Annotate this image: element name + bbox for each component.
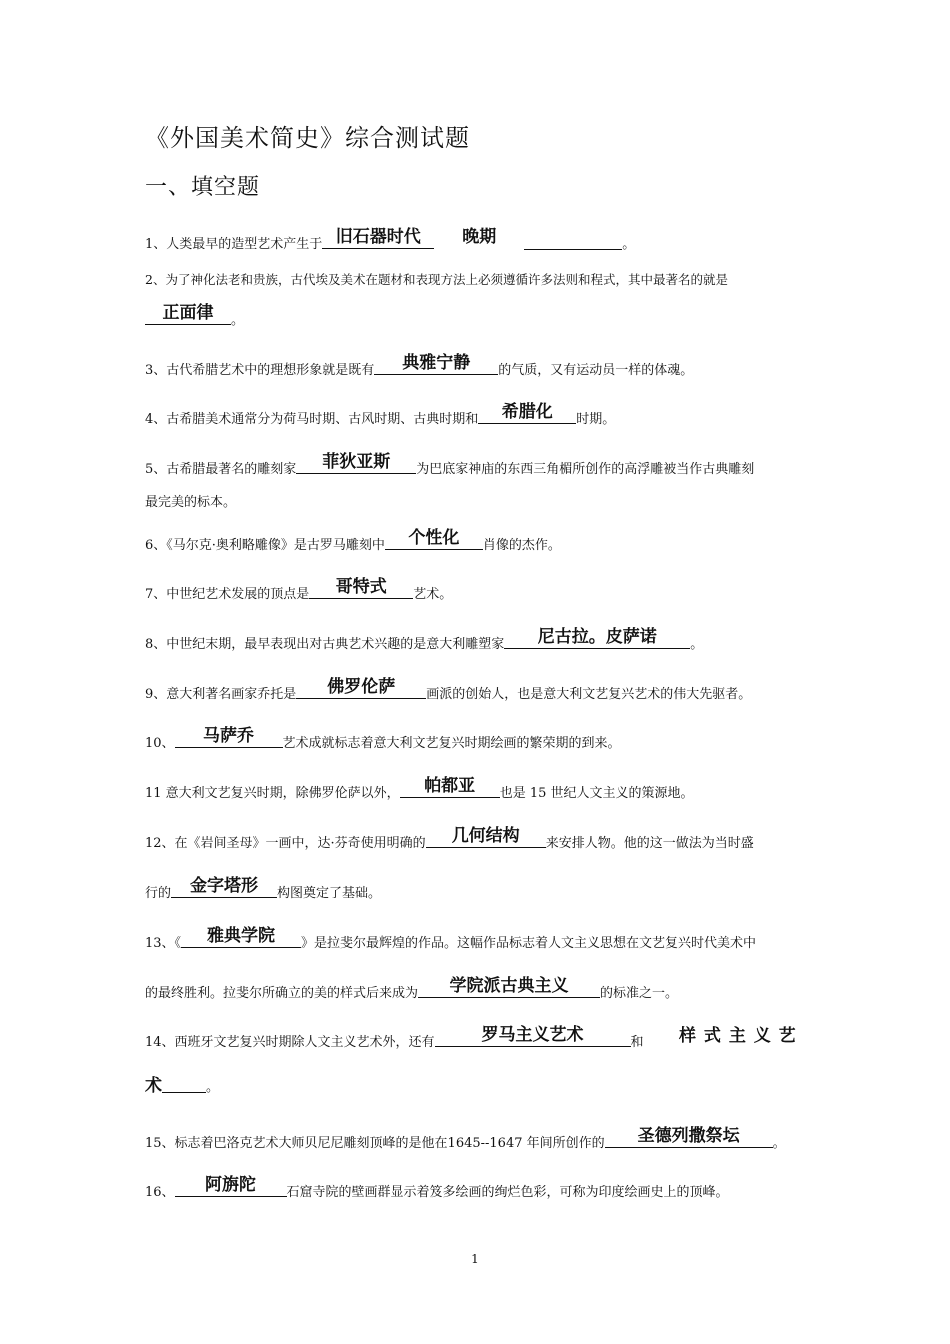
question-15: 15、标志着巴洛克艺术大师贝尼尼雕刻顶峰的是他在1645--1647 年间所创作的 圣德列撒祭坛 。	[145, 1126, 786, 1151]
q13-answer-2: 学院派古典主义	[418, 979, 600, 998]
question-9: 9、意大利著名画家乔托是 佛罗伦萨 画派的创始人，也是意大利文艺复兴艺术的伟大先驱者。	[145, 677, 752, 702]
question-1: 1、人类最早的造型艺术产生于 旧石器时代 晚期 。	[145, 227, 636, 252]
q13-answer: 雅典学院	[181, 929, 301, 948]
question-14-cont: 术 。	[145, 1076, 220, 1096]
question-7: 7、中世纪艺术发展的顶点是 哥特式 艺术。	[145, 577, 453, 602]
q5-answer: 菲狄亚斯	[296, 455, 416, 474]
question-13: 13、《 雅典学院 》是拉斐尔最辉煌的作品。这幅作品标志着人文主义思想在文艺复兴时代美术中	[145, 926, 757, 951]
question-2-cont: 正面律 。	[145, 310, 810, 331]
question-4: 4、古希腊美术通常分为荷马时期、古风时期、古典时期和 希腊化 时期。	[145, 402, 616, 427]
q10-answer: 马萨乔	[175, 729, 283, 748]
q14-answer: 罗马主义艺术	[435, 1028, 631, 1047]
q14-answer-2-cont: 术	[145, 1076, 162, 1096]
q12-answer-2: 金字塔形	[171, 879, 277, 898]
question-12-cont: 行的 金字塔形 构图奠定了基础。	[145, 876, 382, 901]
q14-blank	[162, 1078, 206, 1093]
q15-answer: 圣德列撒祭坛	[605, 1129, 773, 1148]
q4-answer: 希腊化	[478, 405, 576, 424]
question-16: 16、 阿旃陀 石窟寺院的壁画群显示着笈多绘画的绚烂色彩，可称为印度绘画史上的顶峰。	[145, 1175, 729, 1200]
q11-answer: 帕都亚	[400, 779, 500, 798]
question-14: 14、西班牙文艺复兴时期除人文主义艺术外，还有 罗马主义艺术 和 样 式 主 义 艺	[145, 1025, 797, 1050]
q2-text: 2、为了神化法老和贵族，古代埃及美术在题材和表现方法上必须遵循许多法则和程式，其中最著名的就是	[145, 272, 728, 287]
question-10: 10、 马萨乔 艺术成就标志着意大利文艺复兴时期绘画的繁荣期的到来。	[145, 726, 621, 751]
question-6: 6、《马尔克·奥利略雕像》是古罗马雕刻中 个性化 肖像的杰作。	[145, 528, 561, 553]
q14-answer-2: 样 式 主 义 艺	[679, 1026, 797, 1046]
q3-answer: 典雅宁静	[374, 356, 498, 375]
section-heading: 一、填空题	[145, 175, 261, 200]
page-number: 1	[471, 1252, 479, 1266]
page-title: 《外国美术简史》综合测试题	[145, 124, 470, 152]
q6-answer: 个性化	[385, 531, 483, 550]
q9-answer: 佛罗伦萨	[296, 680, 426, 699]
question-5-cont: 最完美的标本。	[145, 495, 237, 510]
q1-answer-1: 旧石器时代	[322, 230, 434, 249]
question-2	[145, 270, 810, 290]
q16-answer: 阿旃陀	[175, 1178, 287, 1197]
q8-answer: 尼古拉。皮萨诺	[504, 630, 690, 649]
q7-answer: 哥特式	[309, 580, 413, 599]
question-11: 11 意大利文艺复兴时期，除佛罗伦萨以外， 帕都亚 也是 15 世纪人文主义的策源地。	[145, 776, 694, 801]
question-5: 5、古希腊最著名的雕刻家 菲狄亚斯 为巴底家神庙的东西三角楣所创作的高浮雕被当作古典雕刻	[145, 452, 755, 477]
question-8: 8、中世纪末期，最早表现出对古典艺术兴趣的是意大利雕塑家 尼古拉。皮萨诺 。	[145, 627, 704, 652]
q1-answer-2: 晚期	[462, 227, 497, 247]
q12-answer: 几何结构	[426, 829, 546, 848]
q2-answer: 正面律	[145, 306, 231, 325]
question-12: 12、在《岩间圣母》一画中，达·芬奇使用明确的 几何结构 来安排人物。他的这一做法为当时盛	[145, 826, 754, 851]
question-13-cont: 的最终胜利。拉斐尔所确立的美的样式后来成为 学院派古典主义 的标准之一。	[145, 976, 679, 1001]
q1-text: 1、人类最早的造型艺术产生于	[145, 237, 323, 252]
q1-blank	[524, 235, 622, 250]
question-3: 3、古代希腊艺术中的理想形象就是既有 典雅宁静 的气质，又有运动员一样的体魂。	[145, 353, 694, 378]
